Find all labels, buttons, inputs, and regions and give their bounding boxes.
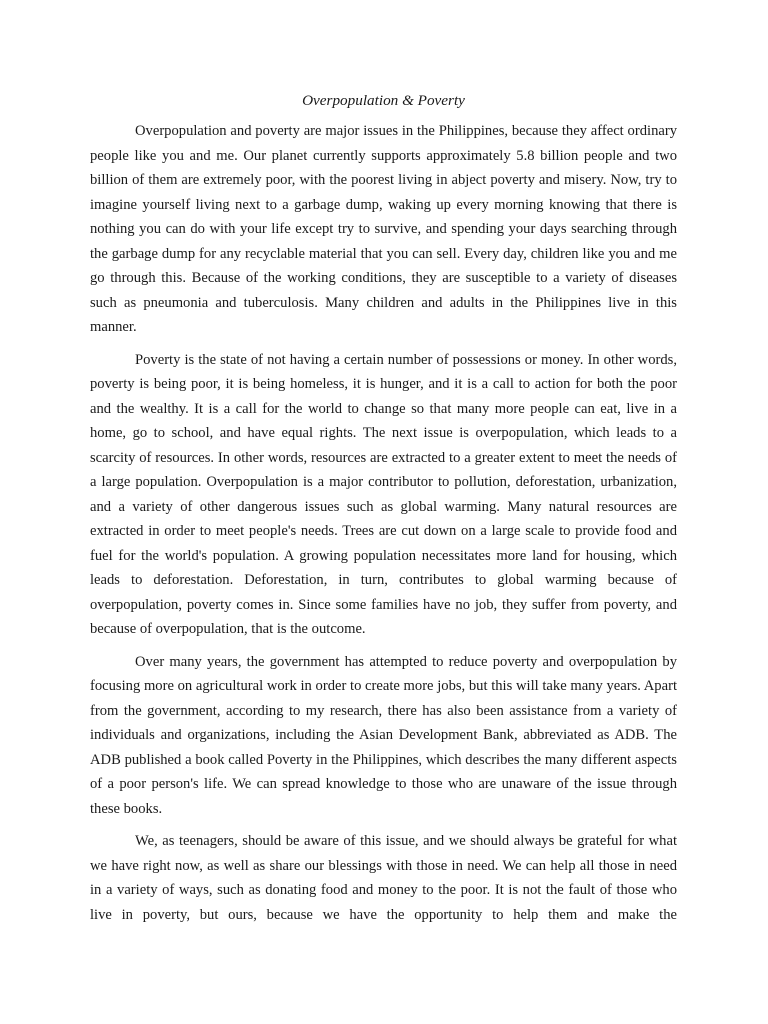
paragraph-4: We, as teenagers, should be aware of this issue, and we should always be grateful for what we have right now, as well as share our blessings with those in need. We can help all those in need in a variety of ways, such as donating food and money to the poor. It is not the fault of those who live in poverty, but ours, because we have the opportunity to help them and make the bbox=[90, 833, 677, 923]
paragraph-2: Poverty is the state of not having a certain number of possessions or money. In other words, poverty is being poor, it is being homeless, it is hunger, and it is a call to action for both the poor and the wealthy. It is a call for the world to change so that many more people can eat, live in a home, go to school, and have equal rights. The next issue is overpopulation, which leads to a scarcity of resources. In other words, resources are extracted to a greater extent to meet the needs of a large population. Overpopulation is a major contributor to pollution, deforestation, urbanization, and a variety of other dangerous issues such as global warming. Many natural resources are extracted in order to meet people's needs. Trees are cut down on a large scale to provide food and fuel for the world's population. A growing population necessitates more land for housing, which leads to deforestation. Deforestation, in turn, contributes to global warming because of overpopulation, poverty comes in. Since some families have no job, they suffer from poverty, and because of overpopulation, that is the outcome. bbox=[90, 351, 677, 637]
document-title: Overpopulation & Poverty bbox=[302, 92, 465, 109]
paragraph-3: Over many years, the government has attempted to reduce poverty and overpopulation by focusing more on agricultural work in order to create more jobs, but this will take many years. Apart from the government, according to my research, there has also been assistance from a variety of individuals and organizations, including the Asian Development Bank, abbreviated as ADB. The ADB published a book called Poverty in the Philippines, which describes the many different aspects of a poor person's life. We can spread knowledge to those who are unaware of the issue through these books. bbox=[90, 653, 677, 817]
paragraph-1: Overpopulation and poverty are major issues in the Philippines, because they affect ordinary people like you and me. Our planet currently supports approximately 5.8 billion people and two billion of them are extremely poor, with the poorest living in abject poverty and misery. Now, try to imagine yourself living next to a garbage dump, waking up every morning knowing that there is nothing you can do with your life except try to survive, and spending your days searching through the garbage dump for any recyclable material that you can sell. Every day, children like you and me go through this. Because of the working conditions, they are susceptible to a variety of diseases such as pneumonia and tuberculosis. Many children and adults in the Philippines live in this manner. bbox=[90, 123, 677, 335]
document-body bbox=[90, 88, 677, 935]
